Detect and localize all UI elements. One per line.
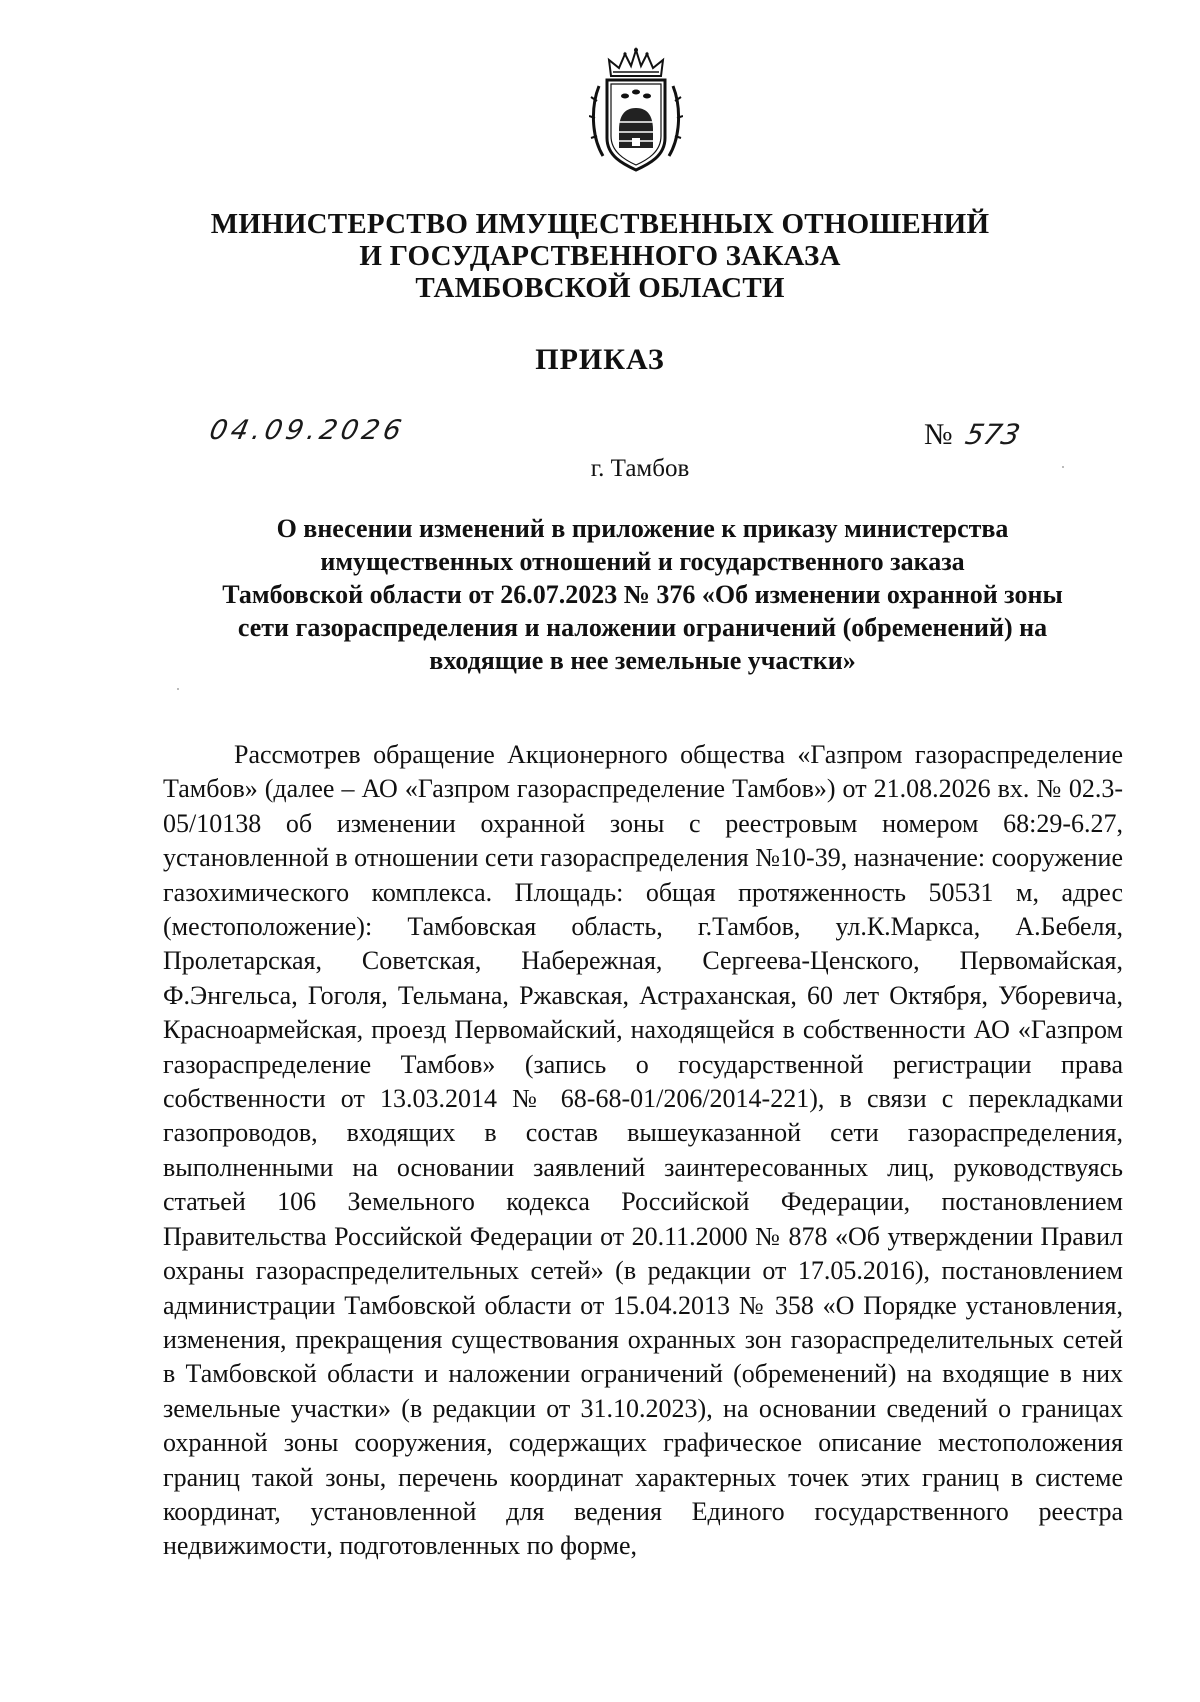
order-subject [170, 512, 1115, 677]
ministry-name-line-1: МИНИСТЕРСТВО ИМУЩЕСТВЕННЫХ ОТНОШЕНИЙ [210, 208, 990, 240]
subject-line-2: имущественных отношений и государственного заказа [320, 547, 965, 576]
order-number-label: № [924, 418, 953, 451]
order-number [924, 418, 1024, 452]
subject-line-1: О внесении изменений в приложение к приказу министерства [276, 514, 1009, 543]
ministry-name [0, 208, 1200, 304]
subject-line-5: входящие в нее земельные участки» [429, 646, 856, 675]
city: г. Тамбов [590, 455, 690, 482]
subject-line-3: Тамбовской области от 26.07.2023 № 376 «Об изменении охранной зоны [222, 580, 1063, 609]
order-number-value: 573 [962, 418, 1024, 451]
document-type: ПРИКАЗ [535, 343, 665, 376]
scan-artifact [1062, 466, 1064, 468]
tambov-coat-of-arms-icon [589, 46, 683, 172]
ministry-name-line-3: ТАМБОВСКОЙ ОБЛАСТИ [415, 272, 785, 304]
order-date: 04.09.2026 [206, 415, 408, 446]
ministry-name-line-2: И ГОСУДАРСТВЕННОГО ЗАКАЗА [359, 240, 841, 272]
scan-artifact [177, 688, 179, 690]
body-paragraph: Рассмотрев обращение Акционерного общества «Газпром газораспределение Тамбов» (далее – АО «Газпром газораспределение Тамбов») от 21.08.2026 вх. № 02.3-05/10138 об изменении охранной зоны с реестровым номером 68:29-6.27, установленной в отношении сети газораспределения №10-39, назначение: сооружение газохимического комплекса. Площадь: общая протяженность 50531 м, адрес (местоположение): Тамбовская область, г.Тамбов, ул.К.Маркса, А.Бебеля, Пролетарская, Советская, Набережная, Сергеева-Ценского, Первомайская, Ф.Энгельса, Гоголя, Тельмана, Ржавская, Астраханская, 60 лет Октября, Уборевича, Красноармейская, проезд Первомайский, находящейся в собственности АО «Газпром газораспределение Тамбов» (запись о государственной регистрации права собственности от 13.03.2014 № 68-68-01/206/2014-221), в связи с перекладками газопроводов, входящих в состав вышеуказанной сети газораспределения, выполненными на основании заявлений заинтересованных лиц, руководствуясь статьей 106 Земельного кодекса Российской Федерации, постановлением Правительства Российской Федерации от 20.11.2000 № 878 «Об утверждении Правил охраны газораспределительных сетей» (в редакции от 17.05.2016), постановлением администрации Тамбовской области от 15.04.2013 № 358 «О Порядке установления, изменения, прекращения существования охранных зон газораспределительных сетей в Тамбовской области и наложении ограничений (обременений) на входящие в них земельные участки» (в редакции от 31.10.2023), на основании сведений о границах охранной зоны сооружения, содержащих графическое описание местоположения границ такой зоны, перечень координат характерных точек этих границ в системе координат, установленной для ведения Единого государственного реестра недвижимости, подготовленных по форме, [163, 740, 1123, 1561]
subject-line-4: сети газораспределения и наложении ограничений (обременений) на [237, 613, 1048, 642]
